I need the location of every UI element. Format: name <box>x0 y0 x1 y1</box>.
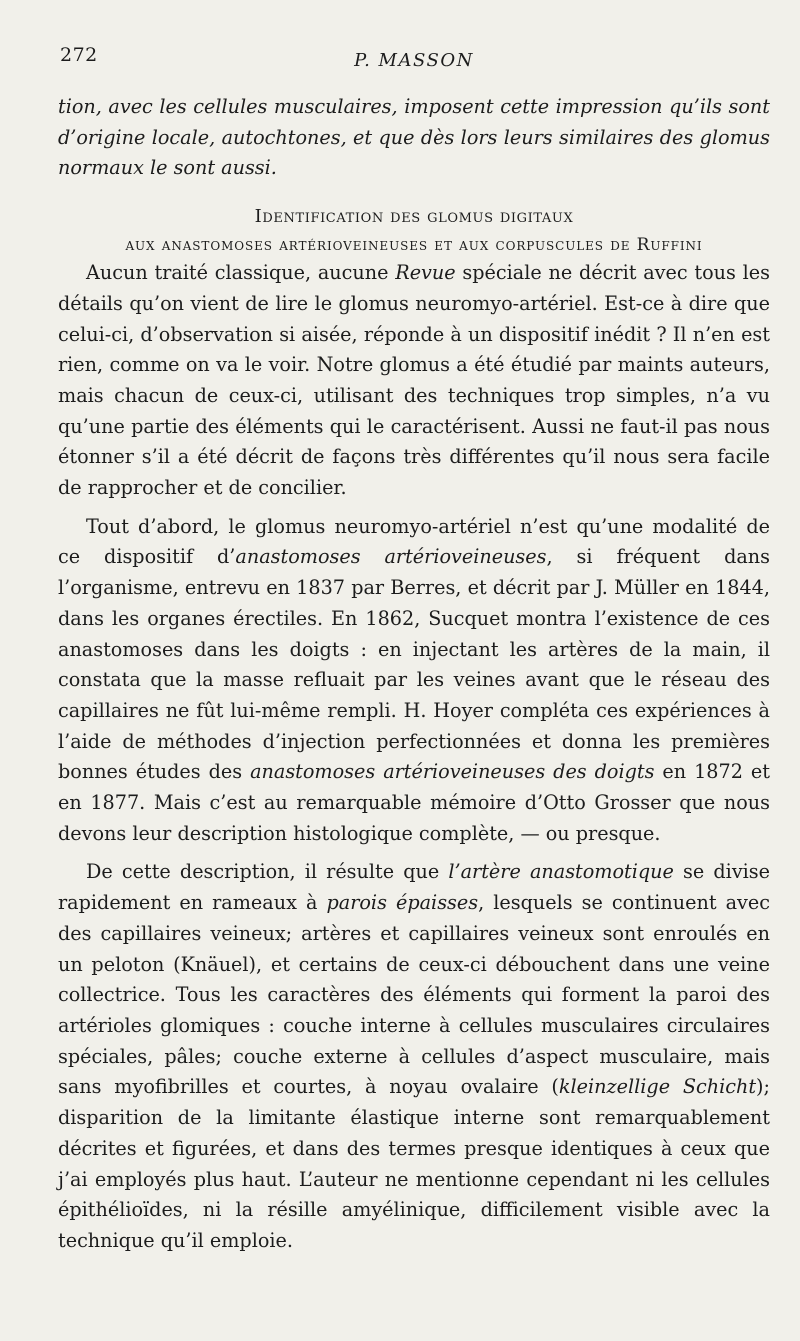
paragraph-continued-text: tion, avec les cellules musculaires, imposent cette impression qu’ils sont d’origine locale, autochtones, et que dès lors leurs similaires des glomus normaux le sont aussi. <box>58 95 770 180</box>
italic-run: Revue <box>395 261 456 285</box>
italic-run: kleinzellige Schicht <box>558 1075 757 1099</box>
section-heading-line-2: aux anastomoses artérioveineuses et aux corpuscules de Ruffini <box>125 235 703 256</box>
paragraph-de-cette-description <box>58 857 770 1256</box>
running-head <box>58 0 770 92</box>
paragraph-continued <box>58 92 770 184</box>
italic-run: anastomoses artérioveineuses <box>235 545 547 569</box>
paragraph-gap <box>58 504 770 512</box>
italic-run: l’artère anastomotique <box>448 860 674 884</box>
text-run: , lesquels se continuent avec des capillaires veineux; artères et capillaires veineux sont enroulés en un peloton (Knäuel), et certains de ceux-ci débouchent dans une veine collectrice. Tous les caractères des éléments qui forment la paroi des artérioles glomiques : couche interne à cellules musculaires circulaires spéciales, pâles; couche externe à cellules d’aspect musculaire, mais sans myofibrilles et courtes, à noyau ovalaire ( <box>58 891 770 1099</box>
text-run: , si fréquent dans l’organisme, entrevu en 1837 par Berres, et décrit par J. Müller en 1844, dans les organes érectiles. En 1862, Sucquet montra l’existence de ces anastomoses dans les doigts : en injectant les artères de la main, il constata que la masse refluait par les veines avant que le réseau des capillaires ne fût lui-même rempli. H. Hoyer compléta ces expériences à l’aide de méthodes d’injection perfectionnées et donna les premières bonnes études des <box>58 545 771 784</box>
italic-run: anastomoses artérioveineuses des doigts <box>250 760 655 784</box>
italic-run: parois épaisses <box>326 891 479 915</box>
text-run: se divise rapidement en rameaux à <box>58 860 770 915</box>
text-run: Tout d’abord, le glomus neuromyo-artériel n’est qu’une modalité de ce dispositif d’ <box>58 514 770 569</box>
text-run: De cette description, il résulte que <box>86 860 449 884</box>
text-run: en 1872 et en 1877. Mais c’est au remarquable mémoire d’Otto Grosser que nous devons leur description histologique complète, — ou presque. <box>58 760 770 845</box>
running-title: P. MASSON <box>354 50 474 71</box>
text-run: ); disparition de la limitante élastique interne sont remarquablement décrites et figurées, et dans des termes presque identiques à ceux que j’ai employés plus haut. L’auteur ne mentionne cependant ni les cellules épithélioïdes, ni la résille amyélinique, difficilement visible avec la technique qu’il emploie. <box>58 1075 770 1252</box>
paragraph-aucun-traite <box>58 258 770 504</box>
page-number: 272 <box>60 44 98 66</box>
paragraph-tout-dabord <box>58 512 770 850</box>
text-run: Aucun traité classique, aucune <box>86 261 396 285</box>
paragraph-gap <box>58 849 770 857</box>
section-heading-line-1: Identification des glomus digitaux <box>254 206 574 228</box>
text-run: spéciale ne décrit avec tous les détails qu’on vient de lire le glomus neuromyo-artériel. Est-ce à dire que celui-ci, d’observation si aisée, réponde à un dispositif inédit ? Il n’en est rien, comme on va le voir. Notre glomus a été étudié par maints auteurs, mais chacun de ceux-ci, utilisant des techniques trop simples, n’a vu qu’une partie des éléments qui le caractérisent. Aussi ne faut-il pas nous étonner s’il a été décrit de façons très différentes qu’il nous sera facile de rapprocher et de concilier. <box>58 261 770 500</box>
